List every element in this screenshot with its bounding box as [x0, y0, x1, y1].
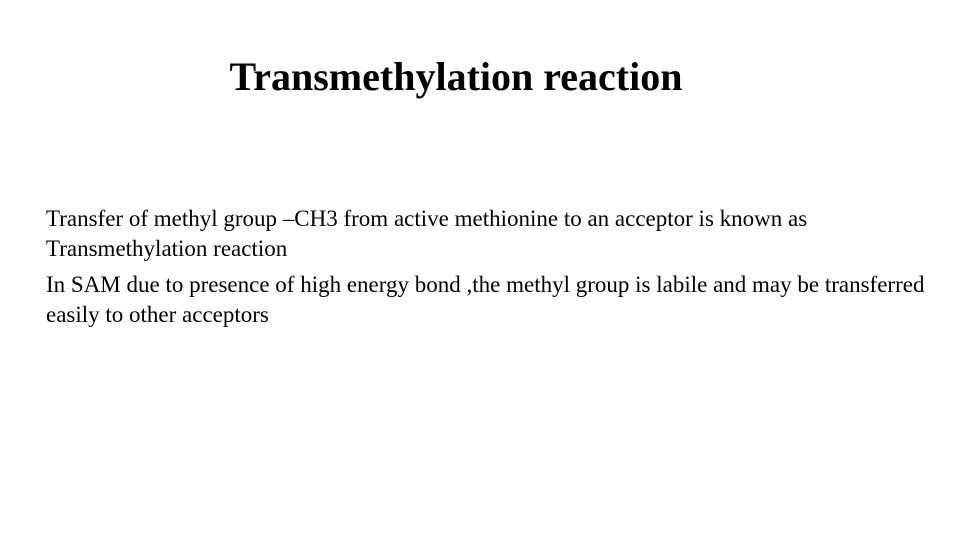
body-paragraph: In SAM due to presence of high energy bond ,the methyl group is labile and may be transferred easily to other acceptors: [46, 272, 925, 327]
slide-body: [46, 204, 951, 336]
body-paragraph: Transfer of methyl group –CH3 from active methionine to an acceptor is known as Transmethylation reaction: [46, 206, 808, 261]
slide-title: Transmethylation reaction: [229, 54, 683, 99]
